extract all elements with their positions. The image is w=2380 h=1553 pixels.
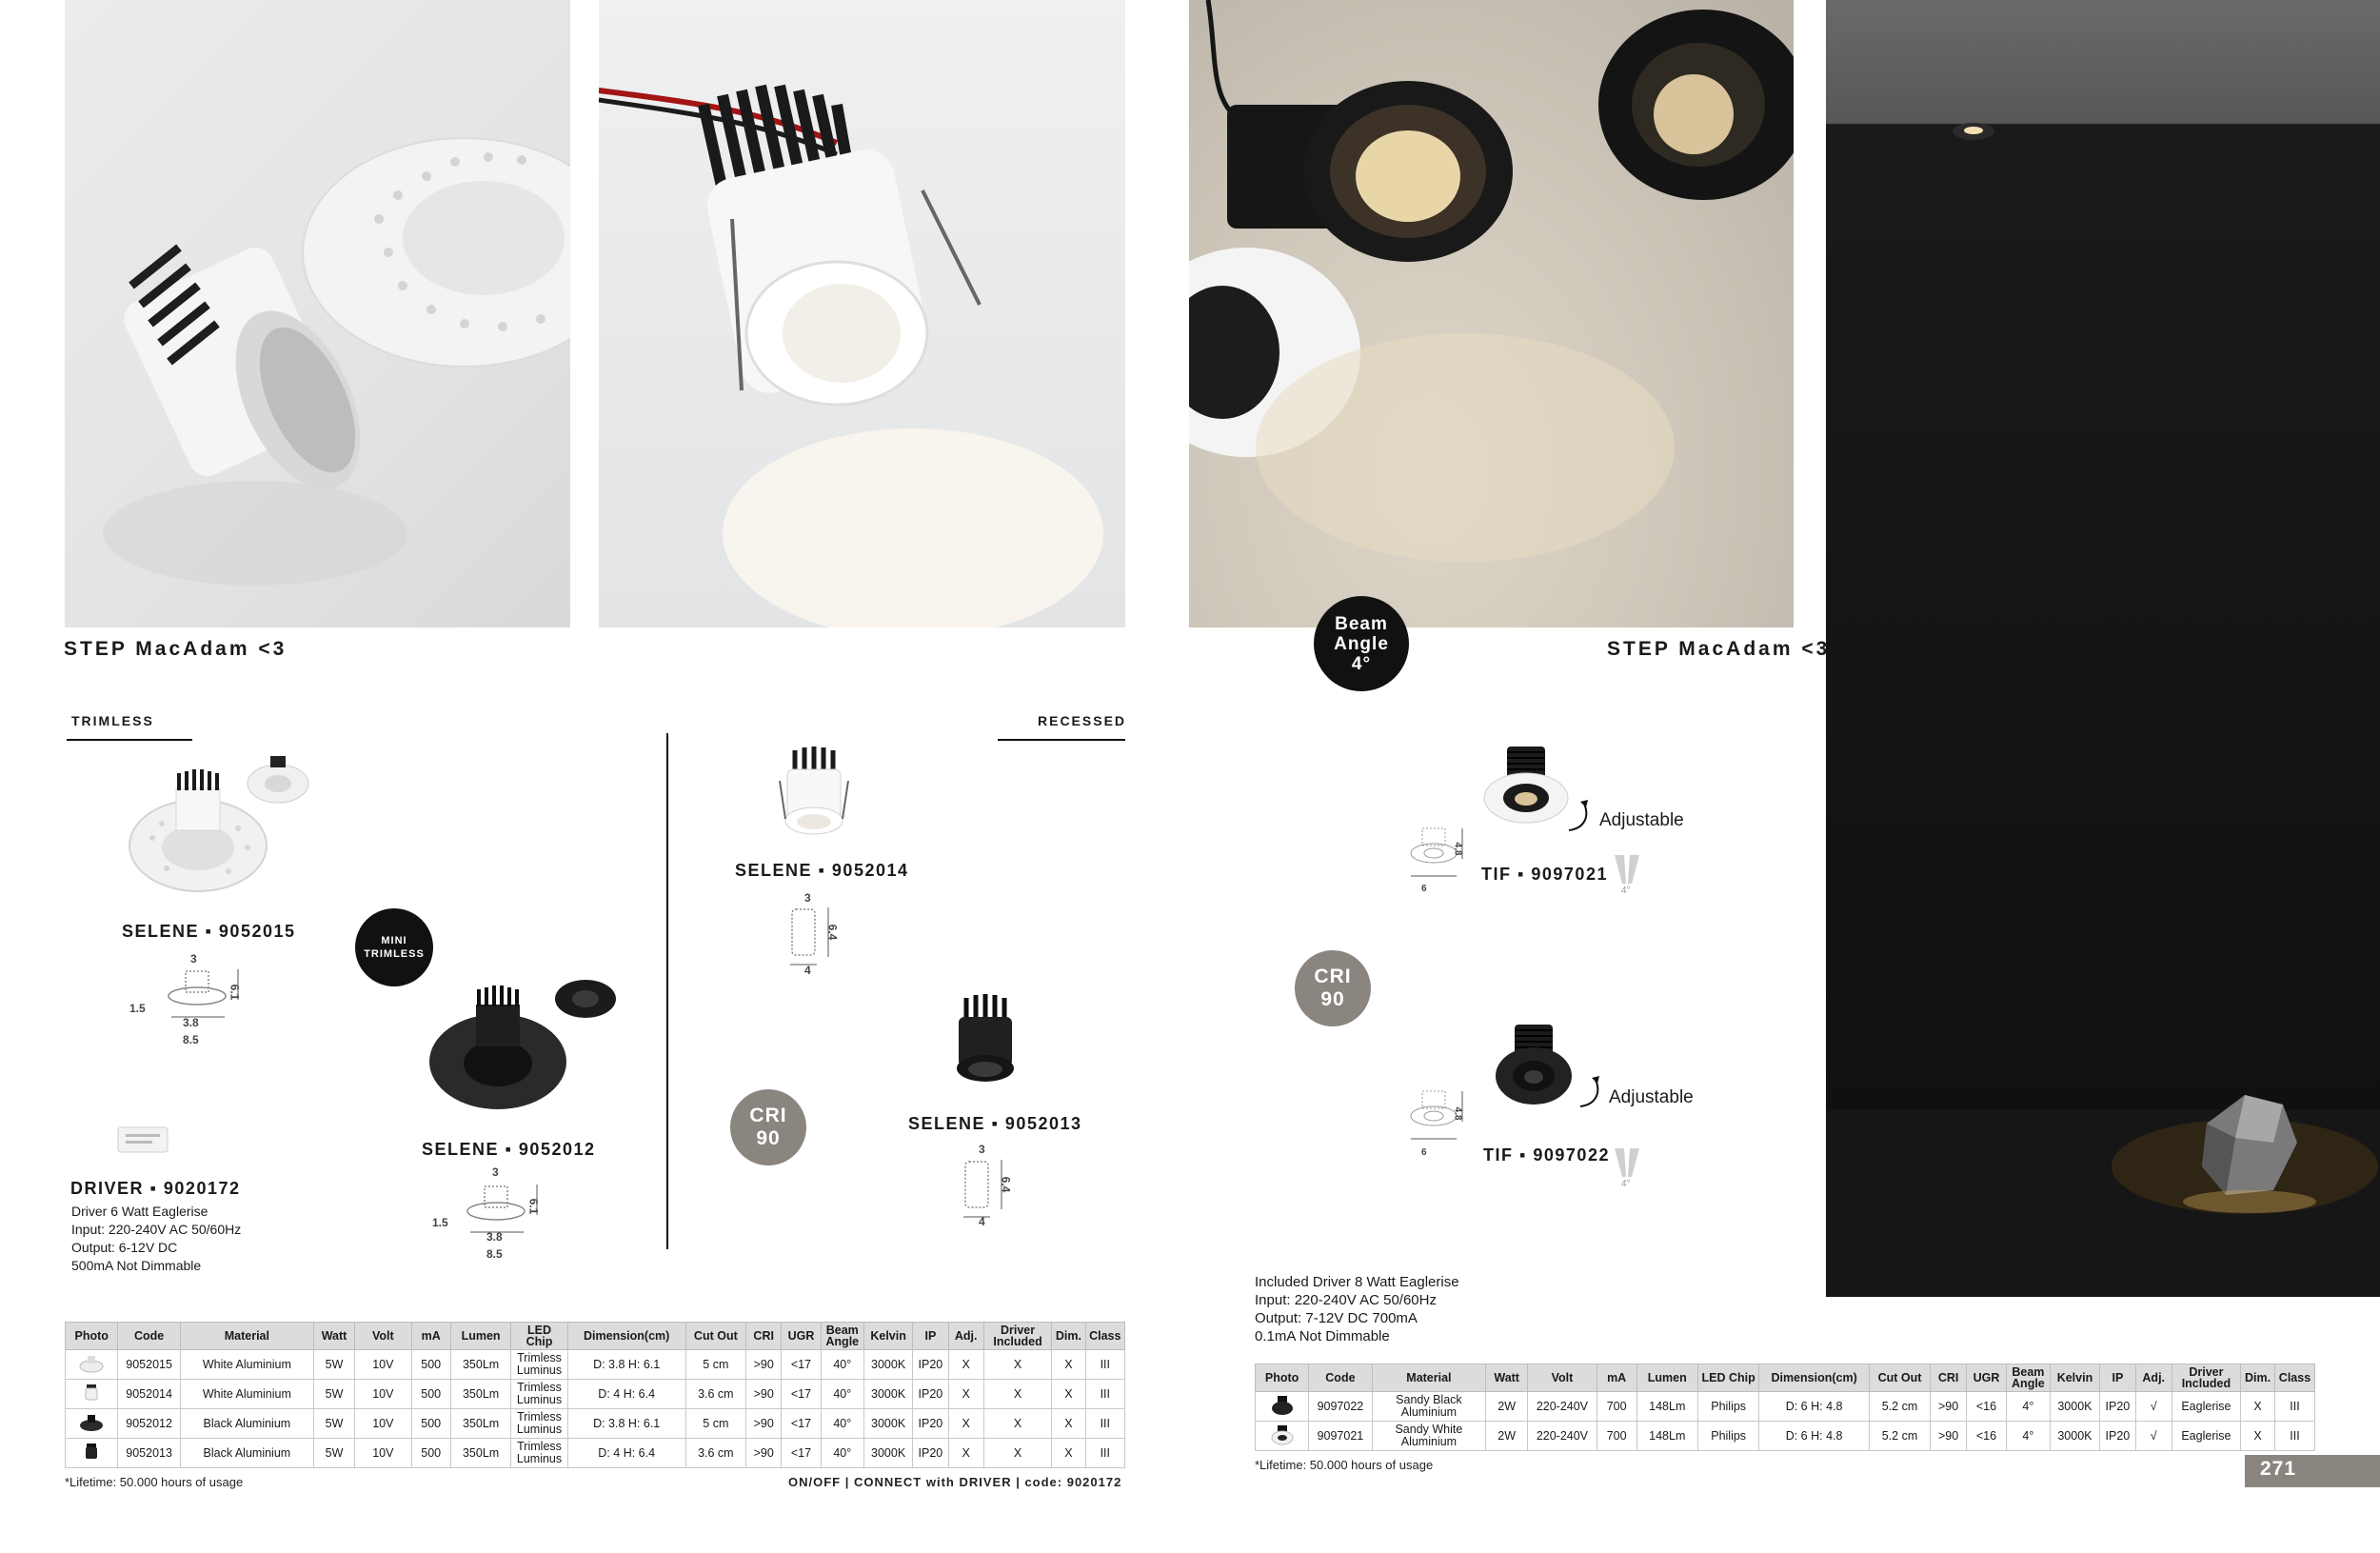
col-driver-included: Driver Included bbox=[2172, 1364, 2241, 1392]
section-divider bbox=[666, 733, 668, 1249]
driver-line: 0.1mA Not Dimmable bbox=[1255, 1328, 1390, 1344]
cell: 5W bbox=[313, 1409, 354, 1439]
cell: Sandy Black Aluminium bbox=[1372, 1392, 1486, 1422]
col-code: Code bbox=[1309, 1364, 1372, 1392]
cell: IP20 bbox=[913, 1350, 948, 1380]
cell: D: 6 H: 4.8 bbox=[1759, 1392, 1869, 1422]
driver-code: 9020172 bbox=[163, 1179, 241, 1198]
cell: 3000K bbox=[2050, 1392, 2099, 1422]
col-photo: Photo bbox=[1256, 1364, 1309, 1392]
cell: 350Lm bbox=[450, 1380, 510, 1409]
selene-9052012-image bbox=[424, 966, 624, 1119]
tif-9097021-dim-height: 4.8 bbox=[1452, 842, 1463, 856]
col-class: Class bbox=[2274, 1364, 2314, 1392]
cell: Trimless Luminus bbox=[511, 1439, 567, 1468]
selene-9052014-code: 9052014 bbox=[831, 861, 909, 880]
table-row bbox=[66, 1439, 1125, 1468]
beam-angle-icon bbox=[1613, 1146, 1641, 1179]
selene-9052015-dim-height: 6.1 bbox=[228, 984, 242, 1001]
cell: 220-240V bbox=[1528, 1422, 1597, 1451]
cell: III bbox=[2274, 1422, 2314, 1451]
cell: <17 bbox=[782, 1439, 821, 1468]
cell: Eaglerise bbox=[2172, 1422, 2241, 1451]
col-dim: Dim. bbox=[1052, 1323, 1085, 1350]
cell: IP20 bbox=[2100, 1422, 2136, 1451]
cell: 3000K bbox=[863, 1409, 912, 1439]
cell: III bbox=[2274, 1392, 2314, 1422]
thumb-black-trimless bbox=[79, 1413, 104, 1432]
trimless-label: TRIMLESS bbox=[71, 713, 154, 728]
cell: IP20 bbox=[2100, 1392, 2136, 1422]
left-lifetime-note: *Lifetime: 50.000 hours of usage bbox=[65, 1475, 244, 1489]
adjustable-arrow-icon bbox=[1575, 1074, 1607, 1112]
cell: Sandy White Aluminium bbox=[1372, 1422, 1486, 1451]
cri-badge-right bbox=[1295, 950, 1371, 1026]
col-led-chip: LED Chip bbox=[1697, 1364, 1758, 1392]
col-volt: Volt bbox=[1528, 1364, 1597, 1392]
selene-9052015-dim-drawing bbox=[162, 962, 248, 1040]
col-class: Class bbox=[1085, 1323, 1124, 1350]
mini-badge-line2: TRIMLESS bbox=[364, 948, 425, 960]
table-header-row bbox=[1256, 1364, 2315, 1392]
driver-line: Driver 6 Watt Eaglerise bbox=[71, 1204, 208, 1219]
col-cri: CRI bbox=[1931, 1364, 1967, 1392]
driver-name: DRIVER bbox=[70, 1179, 145, 1198]
right-lifetime-note: *Lifetime: 50.000 hours of usage bbox=[1255, 1458, 1434, 1472]
selene-9052014-name: SELENE bbox=[735, 861, 813, 880]
cell: D: 4 H: 6.4 bbox=[567, 1380, 685, 1409]
driver-line: Input: 220-240V AC 50/60Hz bbox=[71, 1222, 242, 1237]
selene-9052014-title: SELENE ▪ 9052014 bbox=[735, 861, 909, 880]
cri-badge-left-line1: CRI bbox=[749, 1105, 787, 1126]
table-row bbox=[66, 1409, 1125, 1439]
driver-description bbox=[71, 1203, 241, 1275]
selene-9052015-dim-inner: 3.8 bbox=[183, 1016, 199, 1029]
col-cut-out: Cut Out bbox=[1869, 1364, 1930, 1392]
cell: 3000K bbox=[863, 1380, 912, 1409]
tif-9097022-image bbox=[1490, 1019, 1576, 1110]
thumb-white-recessed bbox=[79, 1384, 104, 1403]
cell: √ bbox=[2135, 1422, 2172, 1451]
tif-9097022-title: TIF ▪ 9097022 bbox=[1483, 1145, 1610, 1165]
cell: 700 bbox=[1597, 1422, 1636, 1451]
cell: Eaglerise bbox=[2172, 1392, 2241, 1422]
tif-9097021-image bbox=[1480, 743, 1572, 828]
cell: Black Aluminium bbox=[180, 1409, 313, 1439]
col-ip: IP bbox=[2100, 1364, 2136, 1392]
cell: Black Aluminium bbox=[180, 1439, 313, 1468]
connect-driver-note: ON/OFF | CONNECT with DRIVER | code: 9020172 bbox=[788, 1475, 1122, 1489]
cri-badge-right-line2: 90 bbox=[1320, 988, 1345, 1010]
cell: X bbox=[1052, 1380, 1085, 1409]
cell: <17 bbox=[782, 1350, 821, 1380]
cell: 5.2 cm bbox=[1869, 1422, 1930, 1451]
cell: 500 bbox=[411, 1380, 450, 1409]
photo-trimless-ring bbox=[65, 0, 570, 627]
photo-white-spot-light bbox=[599, 0, 1125, 627]
cell: White Aluminium bbox=[180, 1380, 313, 1409]
selene-9052015-dim-top: 3 bbox=[190, 952, 197, 966]
selene-9052014-dim-top: 3 bbox=[804, 891, 811, 905]
tif-9097021-dim-width: 6 bbox=[1421, 884, 1427, 894]
cell: D: 3.8 H: 6.1 bbox=[567, 1350, 685, 1380]
cell: 350Lm bbox=[450, 1409, 510, 1439]
cell: >90 bbox=[746, 1439, 782, 1468]
cell: IP20 bbox=[913, 1380, 948, 1409]
table-row bbox=[1256, 1392, 2315, 1422]
cell: 10V bbox=[355, 1439, 411, 1468]
cell: 9052013 bbox=[118, 1439, 180, 1468]
selene-9052013-name: SELENE bbox=[908, 1114, 986, 1133]
cell: 2W bbox=[1486, 1422, 1528, 1451]
cell: X bbox=[1052, 1439, 1085, 1468]
col-led-chip: LED Chip bbox=[511, 1323, 567, 1350]
cell: 3.6 cm bbox=[685, 1439, 745, 1468]
col-lumen: Lumen bbox=[1636, 1364, 1697, 1392]
selene-9052012-name: SELENE bbox=[422, 1140, 500, 1159]
col-ugr: UGR bbox=[782, 1323, 821, 1350]
cell: <17 bbox=[782, 1380, 821, 1409]
cell: X bbox=[948, 1439, 983, 1468]
cell: 10V bbox=[355, 1380, 411, 1409]
cell: Trimless Luminus bbox=[511, 1409, 567, 1439]
cell: 5W bbox=[313, 1380, 354, 1409]
right-driver-description bbox=[1255, 1273, 1459, 1345]
tif-9097021-angle: 4° bbox=[1621, 886, 1631, 896]
row-photo bbox=[66, 1380, 118, 1409]
cell: IP20 bbox=[913, 1409, 948, 1439]
cell: 9097022 bbox=[1309, 1392, 1372, 1422]
recessed-label: RECESSED bbox=[1038, 713, 1127, 728]
cri-badge-left-line2: 90 bbox=[756, 1127, 781, 1149]
driver-line: Input: 220-240V AC 50/60Hz bbox=[1255, 1292, 1437, 1308]
cell: 4° bbox=[2006, 1392, 2050, 1422]
col-ip: IP bbox=[913, 1323, 948, 1350]
tif-9097021-adjustable: Adjustable bbox=[1599, 810, 1684, 830]
cell: 40° bbox=[821, 1439, 863, 1468]
col-dimension: Dimension(cm) bbox=[567, 1323, 685, 1350]
cell: 9052015 bbox=[118, 1350, 180, 1380]
selene-9052015-name: SELENE bbox=[122, 922, 200, 941]
table-row bbox=[66, 1350, 1125, 1380]
col-ugr: UGR bbox=[1967, 1364, 2007, 1392]
cell: X bbox=[948, 1380, 983, 1409]
selene-9052012-dim-height: 6.1 bbox=[526, 1198, 541, 1215]
table-row bbox=[66, 1380, 1125, 1409]
driver-image bbox=[112, 1122, 173, 1160]
tif-9097022-angle: 4° bbox=[1621, 1179, 1631, 1189]
driver-line: Output: 7-12V DC 700mA bbox=[1255, 1310, 1418, 1326]
selene-9052012-dim-inner: 3.8 bbox=[486, 1230, 503, 1244]
cell: White Aluminium bbox=[180, 1350, 313, 1380]
cell: 220-240V bbox=[1528, 1392, 1597, 1422]
cell: X bbox=[983, 1380, 1052, 1409]
col-kelvin: Kelvin bbox=[2050, 1364, 2099, 1392]
cell: 10V bbox=[355, 1409, 411, 1439]
cell: X bbox=[983, 1350, 1052, 1380]
col-cut-out: Cut Out bbox=[685, 1323, 745, 1350]
cell: 500 bbox=[411, 1350, 450, 1380]
cell: 40° bbox=[821, 1409, 863, 1439]
adjustable-arrow-icon bbox=[1563, 798, 1596, 836]
selene-9052014-dim-bottom: 4 bbox=[804, 964, 811, 977]
selene-9052015-code: 9052015 bbox=[218, 922, 296, 941]
selene-9052014-dim-height: 6.4 bbox=[825, 924, 840, 941]
cell: X bbox=[1052, 1409, 1085, 1439]
cell: 350Lm bbox=[450, 1350, 510, 1380]
col-dimension: Dimension(cm) bbox=[1759, 1364, 1869, 1392]
row-photo bbox=[1256, 1392, 1309, 1422]
cell: III bbox=[1085, 1409, 1124, 1439]
col-cri: CRI bbox=[746, 1323, 782, 1350]
cell: <17 bbox=[782, 1409, 821, 1439]
cell: 500 bbox=[411, 1409, 450, 1439]
cell: 9052014 bbox=[118, 1380, 180, 1409]
cell: III bbox=[1085, 1350, 1124, 1380]
beam-badge-line1: Beam bbox=[1335, 613, 1388, 634]
cell: 5W bbox=[313, 1439, 354, 1468]
tif-9097021-dim-drawing bbox=[1403, 825, 1470, 893]
driver-line: Output: 6-12V DC bbox=[71, 1240, 178, 1255]
cell: 700 bbox=[1597, 1392, 1636, 1422]
col-beam-angle: Beam Angle bbox=[821, 1323, 863, 1350]
cell: 5 cm bbox=[685, 1350, 745, 1380]
cell: D: 4 H: 6.4 bbox=[567, 1439, 685, 1468]
cell: Philips bbox=[1697, 1392, 1758, 1422]
cell: X bbox=[948, 1350, 983, 1380]
left-spec-table bbox=[65, 1322, 1125, 1468]
cell: D: 6 H: 4.8 bbox=[1759, 1422, 1869, 1451]
tif-9097022-dim-drawing bbox=[1403, 1087, 1470, 1156]
recessed-underline bbox=[998, 739, 1125, 741]
selene-9052013-dim-height: 6.4 bbox=[999, 1176, 1013, 1193]
beam-angle-badge bbox=[1314, 596, 1409, 691]
selene-9052012-dim-drawing bbox=[461, 1177, 546, 1255]
cell: <16 bbox=[1967, 1392, 2007, 1422]
tif-9097022-code: 9097022 bbox=[1533, 1145, 1610, 1165]
tif-9097022-name: TIF bbox=[1483, 1145, 1514, 1165]
col-watt: Watt bbox=[313, 1323, 354, 1350]
cell: X bbox=[983, 1409, 1052, 1439]
cell: 40° bbox=[821, 1350, 863, 1380]
cell: 500 bbox=[411, 1439, 450, 1468]
selene-9052013-dim-bottom: 4 bbox=[979, 1215, 985, 1228]
cell: √ bbox=[2135, 1392, 2172, 1422]
col-photo: Photo bbox=[66, 1323, 118, 1350]
thumb-black-tif bbox=[1270, 1395, 1295, 1416]
selene-9052012-dim-top: 3 bbox=[492, 1165, 499, 1179]
col-material: Material bbox=[1372, 1364, 1486, 1392]
tif-9097022-dim-width: 6 bbox=[1421, 1147, 1427, 1158]
cell: >90 bbox=[1931, 1392, 1967, 1422]
col-volt: Volt bbox=[355, 1323, 411, 1350]
selene-9052012-dim-outer: 8.5 bbox=[486, 1247, 503, 1261]
thumb-black-recessed bbox=[79, 1443, 104, 1462]
table-header-row bbox=[66, 1323, 1125, 1350]
table-row bbox=[1256, 1422, 2315, 1451]
selene-9052013-code: 9052013 bbox=[1004, 1114, 1082, 1133]
cell: 3000K bbox=[863, 1439, 912, 1468]
col-driver-included: Driver Included bbox=[983, 1323, 1052, 1350]
tif-9097021-name: TIF bbox=[1481, 865, 1512, 884]
cell: 350Lm bbox=[450, 1439, 510, 1468]
cell: <16 bbox=[1967, 1422, 2007, 1451]
cell: Trimless Luminus bbox=[511, 1380, 567, 1409]
beam-badge-line3: 4° bbox=[1351, 653, 1372, 674]
cell: 9052012 bbox=[118, 1409, 180, 1439]
cell: 3000K bbox=[2050, 1422, 2099, 1451]
tif-9097021-title: TIF ▪ 9097021 bbox=[1481, 865, 1608, 884]
selene-9052015-dim-outer: 8.5 bbox=[183, 1033, 199, 1046]
col-code: Code bbox=[118, 1323, 180, 1350]
col-watt: Watt bbox=[1486, 1364, 1528, 1392]
row-photo bbox=[66, 1409, 118, 1439]
tif-9097022-dim-height: 4.8 bbox=[1452, 1106, 1463, 1121]
col-beam-angle: Beam Angle bbox=[2006, 1364, 2050, 1392]
cell: D: 3.8 H: 6.1 bbox=[567, 1409, 685, 1439]
selene-9052012-code: 9052012 bbox=[518, 1140, 596, 1159]
col-kelvin: Kelvin bbox=[863, 1323, 912, 1350]
driver-title: DRIVER ▪ 9020172 bbox=[70, 1179, 241, 1198]
selene-9052013-dim-top: 3 bbox=[979, 1143, 985, 1156]
tif-9097021-code: 9097021 bbox=[1531, 865, 1608, 884]
cell: 148Lm bbox=[1636, 1422, 1697, 1451]
cell: III bbox=[1085, 1439, 1124, 1468]
cell: III bbox=[1085, 1380, 1124, 1409]
driver-line: 500mA Not Dimmable bbox=[71, 1258, 202, 1273]
col-material: Material bbox=[180, 1323, 313, 1350]
col-dim: Dim. bbox=[2241, 1364, 2275, 1392]
selene-9052015-dim-left: 1.5 bbox=[129, 1002, 146, 1015]
col-ma: mA bbox=[1597, 1364, 1636, 1392]
mini-badge-line1: MINI bbox=[381, 935, 407, 946]
cri-badge-left bbox=[730, 1089, 806, 1165]
page-number: 271 bbox=[2260, 1458, 2297, 1480]
selene-9052015-title: SELENE ▪ 9052015 bbox=[122, 922, 296, 941]
cell: Trimless Luminus bbox=[511, 1350, 567, 1380]
col-lumen: Lumen bbox=[450, 1323, 510, 1350]
selene-9052012-dim-left: 1.5 bbox=[432, 1216, 448, 1229]
cell: >90 bbox=[746, 1350, 782, 1380]
thumb-white-trimless bbox=[79, 1354, 104, 1373]
col-adj: Adj. bbox=[2135, 1364, 2172, 1392]
row-photo bbox=[1256, 1422, 1309, 1451]
cell: 9097021 bbox=[1309, 1422, 1372, 1451]
cell: >90 bbox=[1931, 1422, 1967, 1451]
left-caption: STEP MacAdam <3 bbox=[64, 638, 288, 660]
cell: 3.6 cm bbox=[685, 1380, 745, 1409]
cri-badge-right-line1: CRI bbox=[1314, 966, 1352, 987]
cell: 148Lm bbox=[1636, 1392, 1697, 1422]
selene-9052014-image bbox=[766, 743, 862, 843]
cell: 3000K bbox=[863, 1350, 912, 1380]
cell: 5W bbox=[313, 1350, 354, 1380]
right-caption: STEP MacAdam <3 bbox=[1607, 638, 1831, 660]
cell: IP20 bbox=[913, 1439, 948, 1468]
selene-9052015-image bbox=[124, 752, 314, 905]
cell: X bbox=[948, 1409, 983, 1439]
cell: >90 bbox=[746, 1409, 782, 1439]
row-photo bbox=[66, 1350, 118, 1380]
cell: X bbox=[2241, 1392, 2275, 1422]
selene-9052013-image bbox=[938, 990, 1033, 1090]
photo-adjustable-spots bbox=[1189, 0, 1794, 627]
beam-angle-icon bbox=[1613, 853, 1641, 886]
driver-line: Included Driver 8 Watt Eaglerise bbox=[1255, 1274, 1459, 1290]
mini-trimless-badge bbox=[355, 908, 433, 986]
col-ma: mA bbox=[411, 1323, 450, 1350]
cell: 40° bbox=[821, 1380, 863, 1409]
photo-dark-room bbox=[1826, 0, 2380, 1297]
thumb-white-tif bbox=[1270, 1424, 1295, 1445]
col-adj: Adj. bbox=[948, 1323, 983, 1350]
cell: 2W bbox=[1486, 1392, 1528, 1422]
cell: X bbox=[1052, 1350, 1085, 1380]
tif-9097022-adjustable: Adjustable bbox=[1609, 1087, 1694, 1107]
cell: 5.2 cm bbox=[1869, 1392, 1930, 1422]
cell: Philips bbox=[1697, 1422, 1758, 1451]
selene-9052012-title: SELENE ▪ 9052012 bbox=[422, 1140, 596, 1159]
beam-badge-line2: Angle bbox=[1334, 633, 1389, 654]
cell: 5 cm bbox=[685, 1409, 745, 1439]
trimless-underline bbox=[67, 739, 192, 741]
cell: X bbox=[983, 1439, 1052, 1468]
cell: 4° bbox=[2006, 1422, 2050, 1451]
selene-9052013-title: SELENE ▪ 9052013 bbox=[908, 1114, 1082, 1133]
cell: >90 bbox=[746, 1380, 782, 1409]
row-photo bbox=[66, 1439, 118, 1468]
cell: X bbox=[2241, 1422, 2275, 1451]
right-spec-table bbox=[1255, 1364, 2315, 1451]
cell: 10V bbox=[355, 1350, 411, 1380]
